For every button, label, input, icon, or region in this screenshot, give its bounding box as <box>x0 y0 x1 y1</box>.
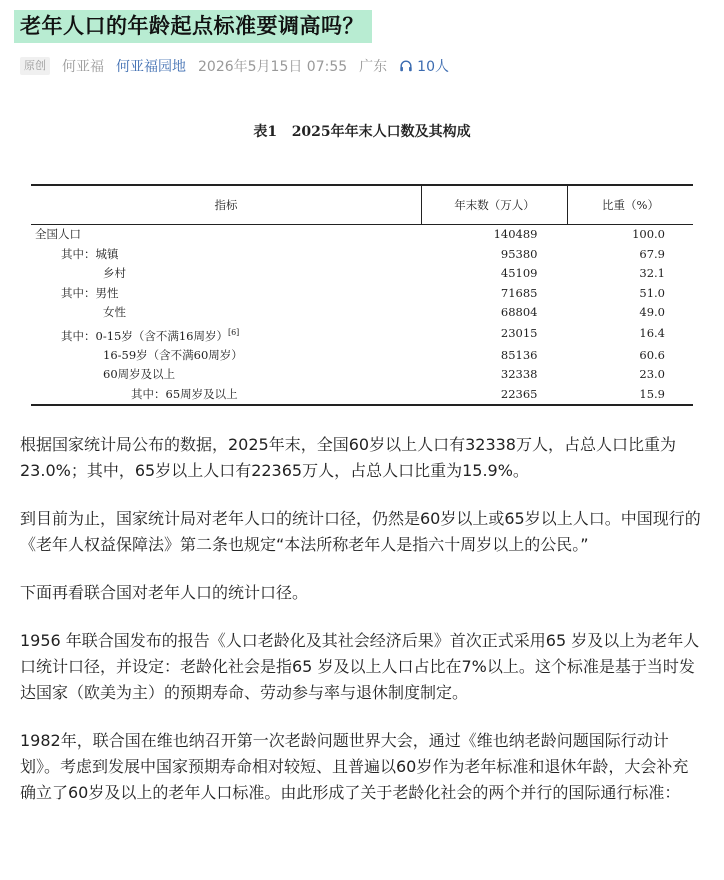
row-label: 60周岁及以上 <box>103 367 176 382</box>
table-row <box>31 303 693 323</box>
paragraph: 下面再看联合国对老年人口的统计口径。 <box>20 583 309 602</box>
paragraph: 1982年，联合国在维也纳召开第一次老龄问题世界大会，通过《维也纳老龄问题国际行动计划》。考虑到发展中国家预期寿命相对较短、且普遍以60岁作为老年标准和退休年龄，大会补充确立了60岁及以上的老年人口标准。由此形成了关于老龄化社会的两个并行的国际通行标准： <box>20 731 689 802</box>
row-share: 15.9 <box>568 384 694 405</box>
row-count: 95380 <box>500 246 538 261</box>
row-label: 其中：0-15岁（含不满16周岁） <box>61 328 228 343</box>
article-title: 老年人口的年龄起点标准要调高吗？ <box>14 10 372 43</box>
row-count: 22365 <box>422 384 568 405</box>
row-label-cell <box>31 323 422 346</box>
title-wrap <box>14 10 372 43</box>
row-share: 67.9 <box>639 246 665 261</box>
row-label: 女性 <box>103 305 126 320</box>
table-row <box>31 264 693 284</box>
listen-count: 10人 <box>417 59 449 75</box>
row-share: 32.1 <box>639 266 665 281</box>
paragraph: 根据国家统计局公布的数据，2025年末，全国60岁以上人口有32338万人，占总人口比重为23.0%；其中，65岁以上人口有22365万人，占总人口比重为15.9%。 <box>20 435 676 480</box>
row-label: 乡村 <box>103 266 126 281</box>
row-count: 68804 <box>500 305 538 320</box>
row-label: 其中：65周岁及以上 <box>31 384 422 405</box>
original-badge: 原创 <box>20 57 50 75</box>
row-share: 49.0 <box>639 305 665 320</box>
row-count: 23015 <box>500 326 538 341</box>
row-count: 71685 <box>500 285 538 300</box>
row-count: 32338 <box>500 367 538 382</box>
header-share: 比重（%） <box>568 185 694 225</box>
row-share: 100.0 <box>632 227 665 242</box>
row-label: 16-59岁（含不满60周岁） <box>103 347 243 362</box>
table-row <box>31 284 693 304</box>
row-count: 140489 <box>493 227 538 242</box>
listen-button[interactable] <box>399 56 449 76</box>
table-row <box>31 345 693 365</box>
header-indicator: 指标 <box>31 185 422 225</box>
table-caption: 表1 2025年年末人口数及其构成 <box>253 124 471 140</box>
table-header-row <box>31 185 693 225</box>
row-count: 45109 <box>500 266 538 281</box>
row-share: 23.0 <box>639 367 665 382</box>
table-row <box>31 384 693 405</box>
table-row <box>31 225 693 245</box>
article-body <box>20 432 704 828</box>
paragraph: 到目前为止，国家统计局对老年人口的统计口径，仍然是60岁以上或65岁以上人口。中国现行的《老年人权益保障法》第二条也规定“本法所称老年人是指六十周岁以上的公民。” <box>20 509 701 554</box>
headphones-icon <box>399 59 413 73</box>
table-row <box>31 245 693 265</box>
header-count: 年末数（万人） <box>422 185 568 225</box>
table-row <box>31 323 693 346</box>
publish-date: 2026年5月15日 07:55 <box>198 59 348 75</box>
row-share: 16.4 <box>639 326 665 341</box>
account-link[interactable]: 何亚福园地 <box>116 59 186 75</box>
footnote-marker: [6] <box>227 327 240 337</box>
row-label: 其中：城镇 <box>61 246 119 261</box>
row-share: 51.0 <box>639 285 665 300</box>
row-label: 全国人口 <box>35 227 81 242</box>
row-label: 其中：男性 <box>61 285 119 300</box>
row-count: 85136 <box>500 347 538 362</box>
row-share: 60.6 <box>639 347 665 362</box>
paragraph: 1956 年联合国发布的报告《人口老龄化及其社会经济后果》首次正式采用65 岁及以上为老年人口统计口径，并设定：老龄化社会是指65 岁及以上人口占比在7%以上。这个标准是基于当时发达国家（欧美为主）的预期寿命、劳动参与率与退休制度制定。 <box>20 631 700 702</box>
table-row <box>31 365 693 385</box>
article-meta <box>20 55 449 77</box>
author-name[interactable]: 何亚福 <box>62 59 104 75</box>
population-table <box>31 184 693 406</box>
publish-region: 广东 <box>359 59 388 75</box>
